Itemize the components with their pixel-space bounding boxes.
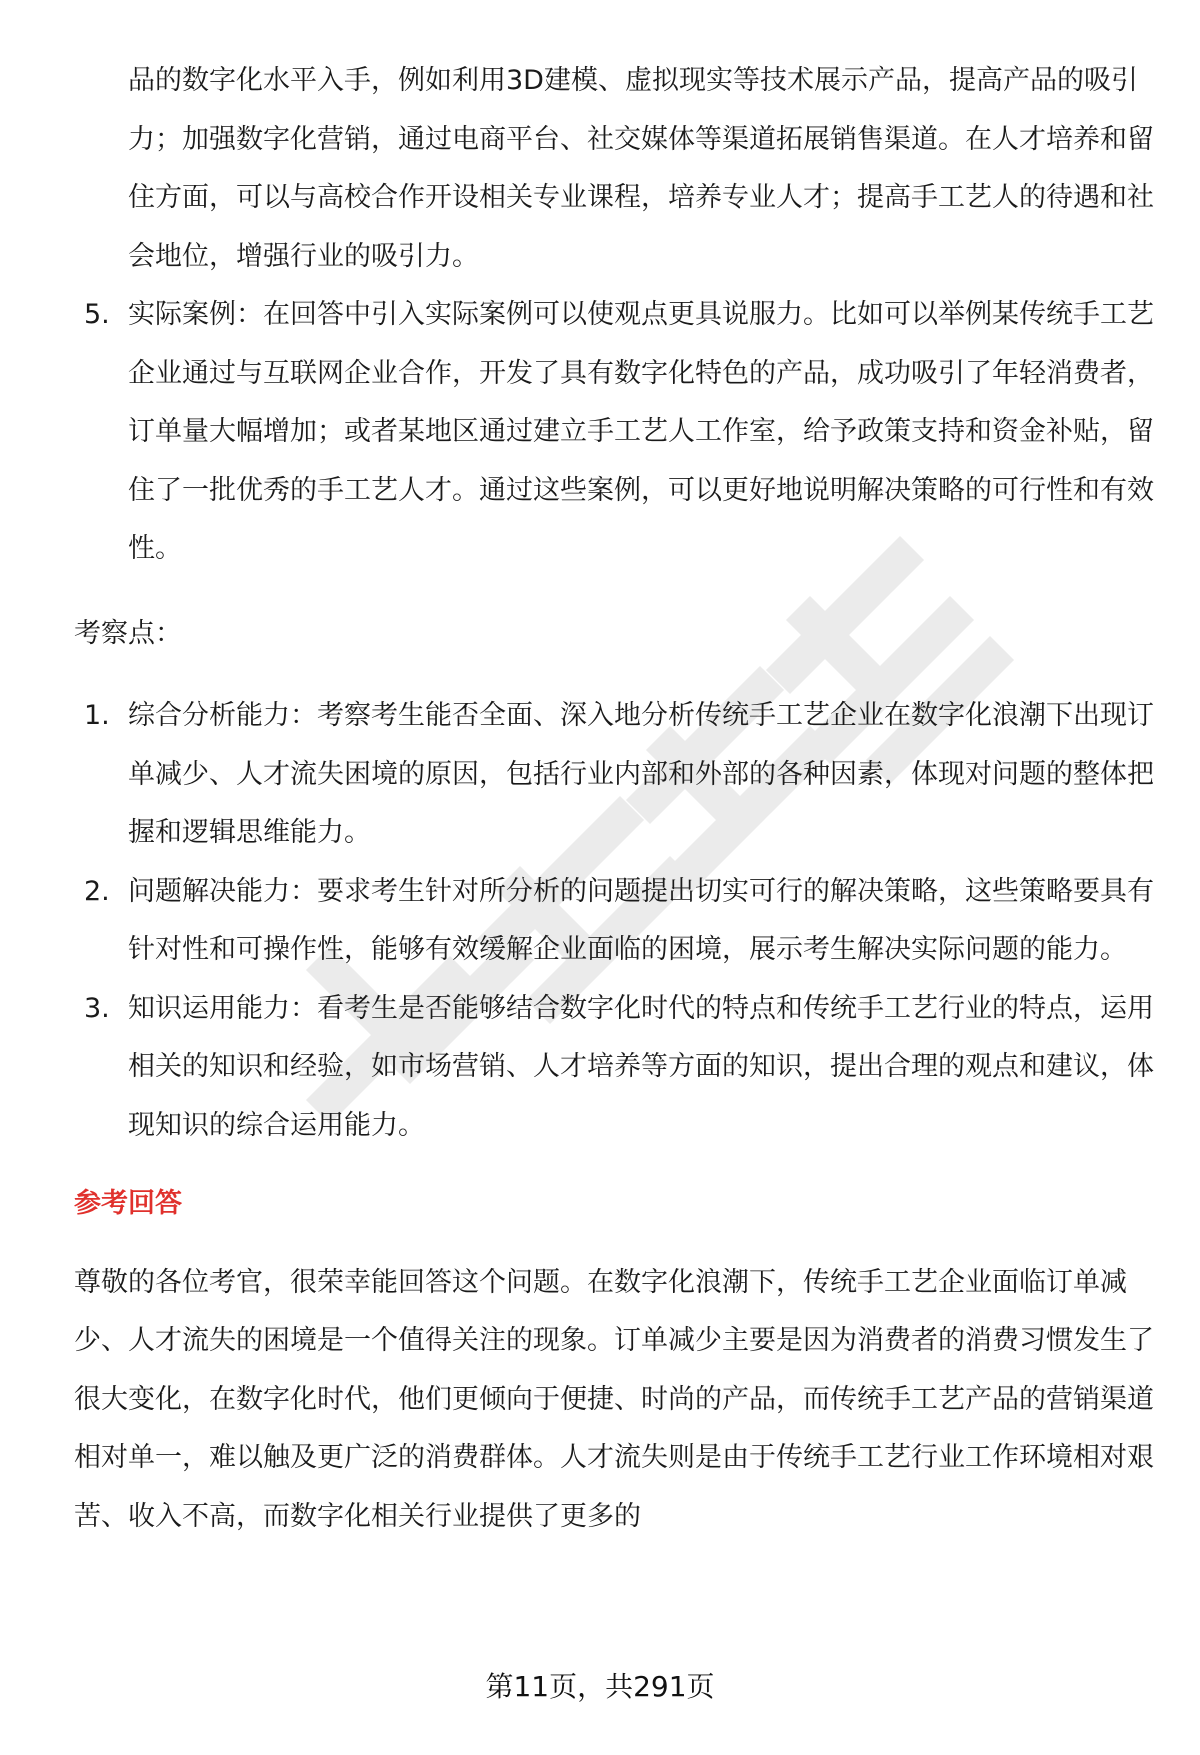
list-item — [74, 687, 1154, 863]
strategy-list — [74, 286, 1154, 579]
list-item — [74, 863, 1154, 980]
list-number: 5. — [84, 299, 110, 330]
list-number: 1. — [84, 700, 110, 731]
list-number: 3. — [84, 992, 110, 1024]
reference-answer-title: 参考回答 — [74, 1188, 182, 1219]
list-item-text: 实际案例：在回答中引入实际案例可以使观点更具说服力。比如可以举例某传统手工艺企业通过与互联网企业合作，开发了具有数字化特色的产品，成功吸引了年轻消费者，订单量大幅增加；或者某地区通过建立手工艺人工作室，给予政策支持和资金补贴，留住了一批优秀的手工艺人才。通过这些案例，可以更好地说明解决策略的可行性和有效性。 — [128, 299, 1154, 564]
list-item — [74, 980, 1154, 1156]
list-item-text: 综合分析能力：考察考生能否全面、深入地分析传统手工艺企业在数字化浪潮下出现订单减少、人才流失困境的原因，包括行业内部和外部的各种因素，体现对问题的整体把握和逻辑思维能力。 — [128, 700, 1154, 848]
reference-answer-paragraph: 尊敬的各位考官，很荣幸能回答这个问题。在数字化浪潮下，传统手工艺企业面临订单减少、人才流失的困境是一个值得关注的现象。订单减少主要是因为消费者的消费习惯发生了很大变化，在数字化时代，他们更倾向于便捷、时尚的产品，而传统手工艺产品的营销渠道相对单一，难以触及更广泛的消费群体。人才流失则是由于传统手工艺行业工作环境相对艰苦、收入不高，而数字化相关行业提供了更多的 — [74, 1266, 1154, 1532]
exam-points-label: 考察点： — [74, 617, 182, 649]
exam-points-list — [74, 687, 1154, 1155]
list-number: 2. — [84, 875, 110, 907]
continuation-paragraph: 品的数字化水平入手，例如利用3D建模、虚拟现实等技术展示产品，提高产品的吸引力；加强数字化营销，通过电商平台、社交媒体等渠道拓展销售渠道。在人才培养和留住方面，可以与高校合作开设相关专业课程，培养专业人才；提高手工艺人的待遇和社会地位，增强行业的吸引力。 — [128, 65, 1154, 272]
list-item — [74, 286, 1154, 579]
page-footer: 第11页，共291页 — [485, 1670, 715, 1703]
list-item-text: 问题解决能力：要求考生针对所分析的问题提出切实可行的解决策略，这些策略要具有针对性和可操作性，能够有效缓解企业面临的困境，展示考生解决实际问题的能力。 — [128, 875, 1154, 965]
document-content — [74, 52, 1154, 1546]
list-item-text: 知识运用能力：看考生是否能够结合数字化时代的特点和传统手工艺行业的特点，运用相关的知识和经验，如市场营销、人才培养等方面的知识，提出合理的观点和建议，体现知识的综合运用能力。 — [128, 992, 1154, 1141]
